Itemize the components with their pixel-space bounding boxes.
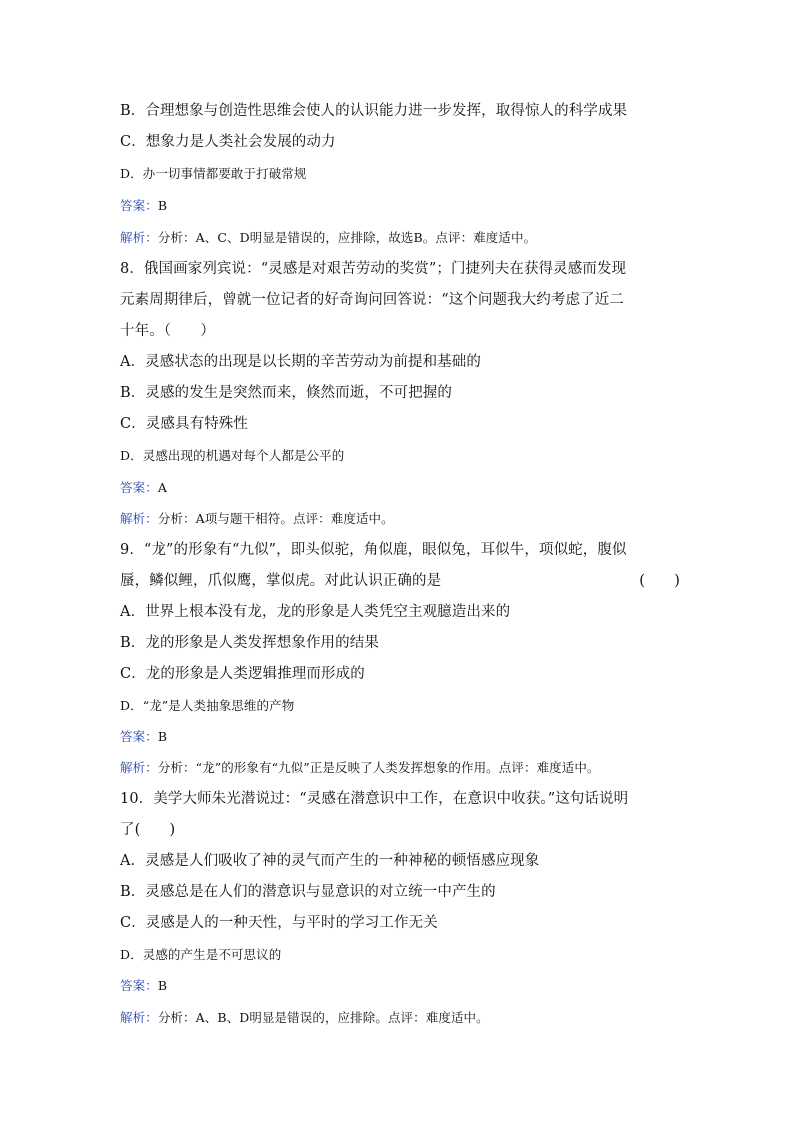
q8-stem-line-2: 元素周期律后，曾就一位记者的好奇询问回答说：“这个问题我大约考虑了近二 [120, 292, 624, 308]
answer-value: A [157, 480, 167, 495]
answer-value: B [157, 729, 168, 744]
analysis-text: 分析：A、C、D明显是错误的，应排除，故选B。点评：难度适中。 [157, 230, 537, 245]
analysis-label: 解析： [120, 230, 158, 245]
q9-answer-paren: ( ) [639, 573, 680, 589]
analysis-label: 解析： [120, 760, 158, 775]
q7-option-c: C．想象力是人类社会发展的动力 [120, 134, 336, 150]
q8-option-d: D．灵感出现的机遇对每个人都是公平的 [120, 448, 345, 463]
q8-option-b: B．灵感的发生是突然而来，倏然而逝，不可把握的 [120, 385, 452, 401]
q8-stem-line-3: 十年。（ ） [120, 323, 215, 339]
q7-option-d: D．办一切事情都要敢于打破常规 [120, 166, 307, 181]
q10-answer [120, 976, 680, 996]
q8-option-c: C．灵感具有特殊性 [120, 416, 248, 432]
answer-value: B [157, 198, 168, 213]
q10-option-d: D．灵感的产生是不可思议的 [120, 947, 282, 962]
q7-analysis [120, 228, 680, 248]
q9-option-b: B．龙的形象是人类发挥想象作用的结果 [120, 635, 379, 651]
answer-label: 答案： [120, 729, 158, 744]
answer-label: 答案： [120, 480, 158, 495]
q9-option-c: C．龙的形象是人类逻辑推理而形成的 [120, 666, 365, 682]
q10-analysis [120, 1008, 680, 1028]
q7-option-b: B．合理想象与创造性思维会使人的认识能力进一步发挥，取得惊人的科学成果 [120, 103, 628, 119]
q9-analysis [120, 758, 680, 778]
answer-label: 答案： [120, 978, 158, 993]
q9-stem-line-1: 9．“龙”的形象有“九似”，即头似驼，角似鹿，眼似兔，耳似牛，项似蛇，腹似 [120, 542, 627, 558]
q8-answer [120, 478, 680, 498]
q8-option-a: A．灵感状态的出现是以长期的辛苦劳动为前提和基础的 [120, 354, 481, 370]
q9-option-d: D．“龙”是人类抽象思维的产物 [120, 698, 295, 713]
analysis-label: 解析： [120, 511, 158, 526]
analysis-text: 分析：A、B、D明显是错误的，应排除。点评：难度适中。 [157, 1010, 489, 1025]
analysis-text: 分析：A项与题干相符。点评：难度适中。 [157, 511, 394, 526]
q8-stem-line-1: 8．俄国画家列宾说：“灵感是对艰苦劳动的奖赏”；门捷列夫在获得灵感而发现 [120, 261, 627, 277]
q9-answer [120, 727, 680, 747]
q8-analysis [120, 509, 680, 529]
analysis-label: 解析： [120, 1010, 158, 1025]
q10-stem-line-2: 了( ) [120, 822, 176, 838]
answer-label: 答案： [120, 198, 158, 213]
q10-option-b: B．灵感总是在人们的潜意识与显意识的对立统一中产生的 [120, 884, 496, 900]
q9-option-a: A．世界上根本没有龙，龙的形象是人类凭空主观臆造出来的 [120, 604, 511, 620]
q10-option-a: A．灵感是人们吸收了神的灵气而产生的一种神秘的顿悟感应现象 [120, 853, 540, 869]
q9-stem-text: 蜃，鳞似鲤，爪似鹰，掌似虎。对此认识正确的是 [120, 573, 442, 589]
q9-stem-line-2 [120, 571, 680, 591]
analysis-text: 分析：“龙”的形象有“九似”正是反映了人类发挥想象的作用。点评：难度适中。 [157, 760, 600, 775]
answer-value: B [157, 978, 168, 993]
q10-stem-line-1: 10．美学大师朱光潜说过：“灵感在潜意识中工作，在意识中收获。”这句话说明 [120, 791, 629, 807]
q7-answer [120, 196, 680, 216]
q10-option-c: C．灵感是人的一种天性，与平时的学习工作无关 [120, 915, 438, 931]
